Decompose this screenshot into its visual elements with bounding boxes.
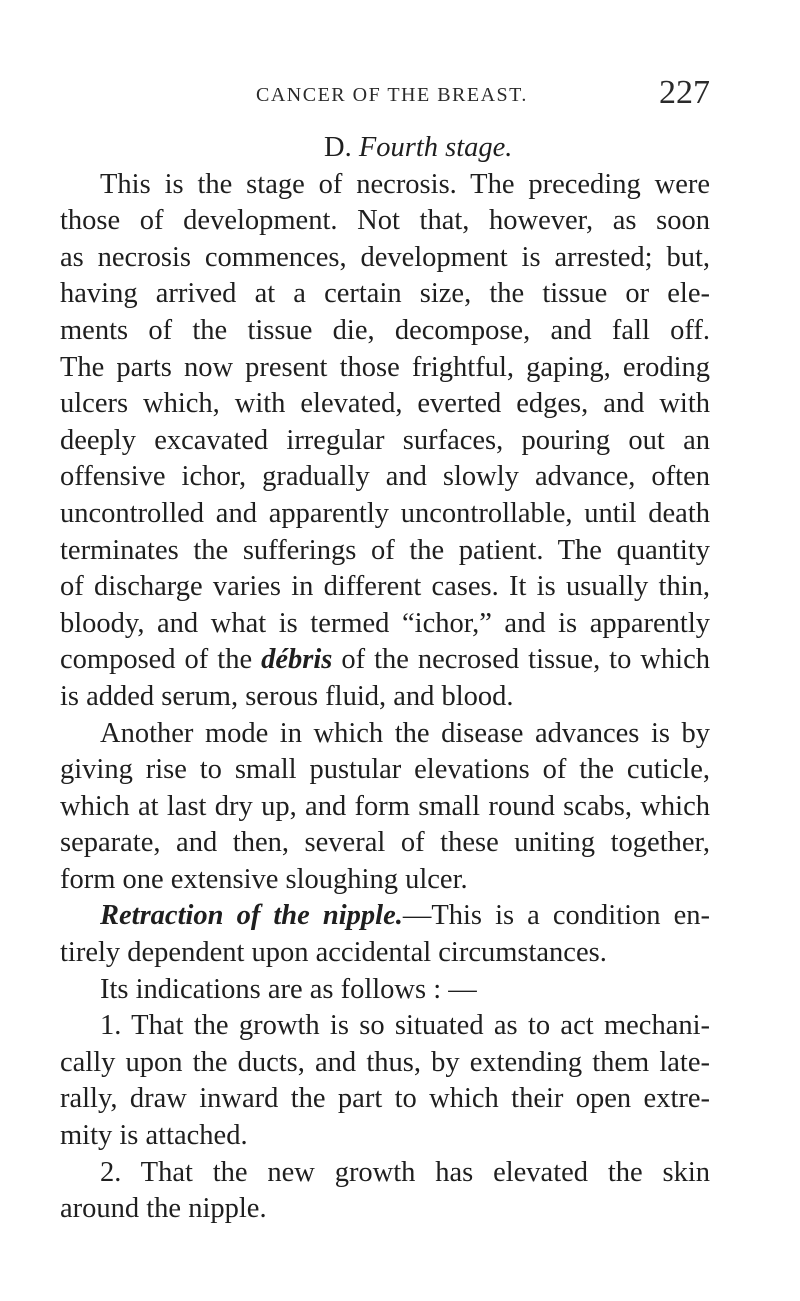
text-line: separate, and then, several of these uniting together, xyxy=(60,827,710,859)
text-line: giving rise to small pustular elevations of the cuticle, xyxy=(60,754,710,786)
text-segment: —This is a condition en- xyxy=(402,900,710,932)
text-line: is added serum, serous fluid, and blood. xyxy=(60,680,514,712)
text-line: terminates the sufferings of the patient. The quantity xyxy=(60,534,710,566)
text-line: as necrosis commences, development is arrested; but, xyxy=(60,241,710,273)
text-line: tirely dependent upon accidental circumstances. xyxy=(60,937,607,969)
book-page xyxy=(60,0,710,1301)
text-line: uncontrolled and apparently uncontrollable, until death xyxy=(60,497,710,529)
page-number: 227 xyxy=(659,74,710,111)
section-label: D. xyxy=(324,132,352,163)
paragraph-necrosis xyxy=(60,167,710,716)
text-line: of discharge varies in different cases. It is usually thin, xyxy=(60,571,710,603)
paragraph-retraction xyxy=(60,898,710,971)
section-heading xyxy=(60,130,710,167)
text-line: those of development. Not that, however, as soon xyxy=(60,205,710,237)
text-line: offensive ichor, gradually and slowly advance, often xyxy=(60,461,710,493)
page-header xyxy=(60,74,710,114)
italic-term-debris: débris xyxy=(261,644,333,676)
text-line: having arrived at a certain size, the tissue or ele- xyxy=(60,278,710,310)
section-title: Fourth stage. xyxy=(358,132,513,163)
text-line: bloody, and what is termed “ichor,” and is apparently xyxy=(60,607,710,639)
text-line xyxy=(60,642,710,679)
list-item-1 xyxy=(60,1008,710,1154)
body-text xyxy=(60,130,710,1228)
text-line: deeply excavated irregular surfaces, pouring out an xyxy=(60,424,710,456)
subsection-heading: Retraction of the nipple. xyxy=(100,900,403,932)
paragraph-indications xyxy=(60,972,710,1009)
text-line: This is the stage of necrosis. The preceding were xyxy=(100,168,710,200)
text-segment: composed of the xyxy=(60,644,262,676)
text-line: which at last dry up, and form small round scabs, which xyxy=(60,790,710,822)
text-line: ulcers which, with elevated, everted edges, and with xyxy=(60,388,710,420)
paragraph-pustular xyxy=(60,716,710,899)
text-line: Another mode in which the disease advances is by xyxy=(100,717,710,749)
text-line: Its indications are as follows : — xyxy=(100,973,477,1005)
text-line: form one extensive sloughing ulcer. xyxy=(60,863,468,895)
text-line xyxy=(60,898,710,935)
running-head: CANCER OF THE BREAST. xyxy=(256,84,528,106)
text-line: ments of the tissue die, decompose, and fall off. xyxy=(60,314,710,346)
text-line: cally upon the ducts, and thus, by extending them late- xyxy=(60,1046,710,1078)
text-line: 2. That the new growth has elevated the skin xyxy=(100,1156,710,1188)
text-line: rally, draw inward the part to which their open extre- xyxy=(60,1083,710,1115)
text-line: The parts now present those frightful, gaping, eroding xyxy=(60,351,710,383)
text-line: 1. That the growth is so situated as to act mechani- xyxy=(100,1010,710,1042)
text-line: mity is attached. xyxy=(60,1120,248,1152)
text-segment: of the necrosed tissue, to which xyxy=(332,644,710,676)
list-item-2 xyxy=(60,1155,710,1228)
text-line: around the nipple. xyxy=(60,1193,267,1225)
